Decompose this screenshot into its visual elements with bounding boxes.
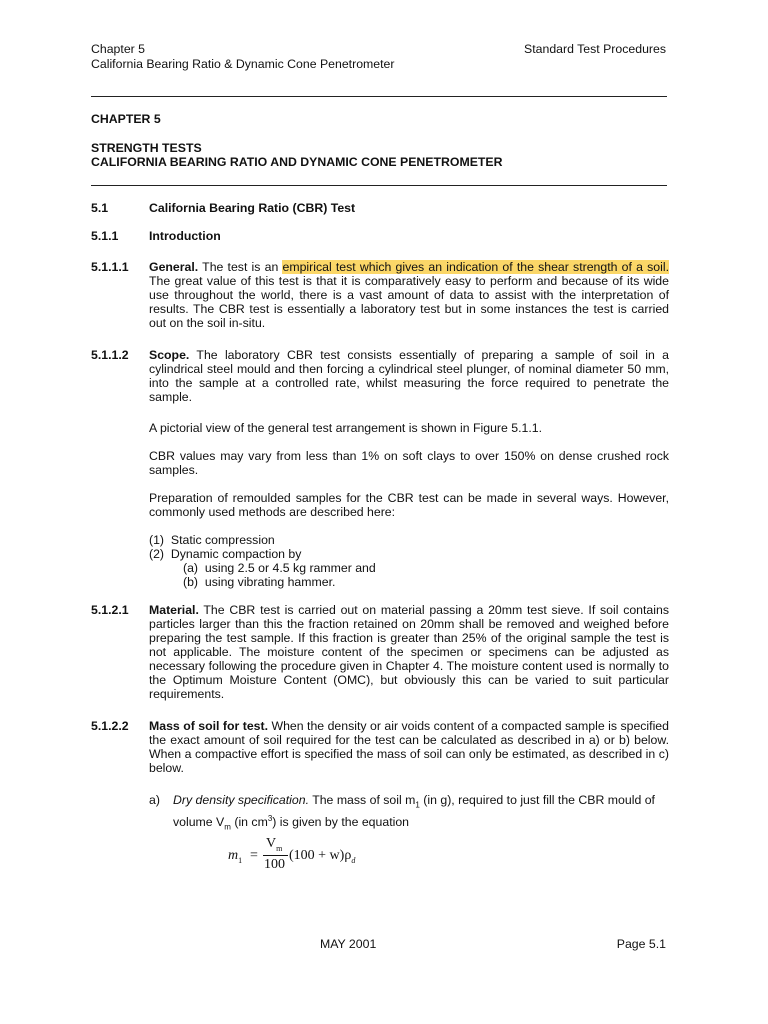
paragraph-text: When the density or air voids content of a compacted sample is specified the exact amount of soil required for the test can be calculated as described in a) or b) below. When a compactive effort is specified the mass of soil can only be estimated, as described in c) below. xyxy=(149,719,669,775)
paragraph-lead: Material. xyxy=(149,603,199,617)
item-text: (in g), required to just fill the CBR mould of volume V xyxy=(173,793,655,830)
paragraph-scope xyxy=(149,348,669,404)
equation-lhs-sub: 1 xyxy=(238,855,243,865)
section-title-5-1-1: Introduction xyxy=(149,229,221,243)
item-label-a: a) xyxy=(149,793,160,807)
equation-rhs-sub: d xyxy=(351,855,356,865)
footer-date: MAY 2001 xyxy=(320,937,377,951)
section-number-5-1-2-1: 5.1.2.1 xyxy=(91,603,129,617)
paragraph-text: The test is an xyxy=(198,260,283,274)
subscript: 1 xyxy=(415,800,420,810)
header-chapter: Chapter 5 xyxy=(91,42,146,56)
paragraph-lead: Scope. xyxy=(149,348,190,362)
heading-cbr-dcp: CALIFORNIA BEARING RATIO AND DYNAMIC CONE PENETROMETER xyxy=(91,155,503,169)
equation-lhs: m xyxy=(228,848,239,863)
sublist-item: (b) using vibrating hammer. xyxy=(183,575,336,589)
chapter-title: CHAPTER 5 xyxy=(91,112,161,126)
list-item: (2) Dynamic compaction by xyxy=(149,547,302,561)
paragraph-pictorial-view: A pictorial view of the general test arrangement is shown in Figure 5.1.1. xyxy=(149,421,543,435)
superscript: 3 xyxy=(267,814,273,824)
equation-denominator: 100 xyxy=(264,857,285,872)
section-number-5-1-1-1: 5.1.1.1 xyxy=(91,260,129,274)
list-item: (1) Static compression xyxy=(149,533,275,547)
section-number-5-1-1-2: 5.1.1.2 xyxy=(91,348,129,362)
paragraph-text: The great value of this test is that it is comparatively easy to perform and because of its wide use throughout the world, there is a vast amount of data to assist with the interpretation of results. The CBR test is essentially a laboratory test but in some instances the test is carried out on the soil in-situ. xyxy=(149,274,669,330)
equation xyxy=(228,838,428,878)
section-number-5-1: 5.1 xyxy=(91,201,109,215)
highlighted-text: empirical test which gives an indication of the shear strength of a soil. xyxy=(282,260,669,274)
paragraph-material xyxy=(149,603,669,701)
paragraph-cbr-values: CBR values may vary from less than 1% on soft clays to over 150% on dense crushed rock samples. xyxy=(149,449,669,477)
paragraph-general xyxy=(149,260,669,330)
paragraph-lead: General. xyxy=(149,260,199,274)
fraction-bar xyxy=(263,855,288,856)
heading-strength-tests: STRENGTH TESTS xyxy=(91,141,202,155)
header-right: Standard Test Procedures xyxy=(524,42,666,56)
item-text: (in cm xyxy=(230,815,268,830)
equation-numerator: V xyxy=(266,836,277,851)
paragraph-text: The laboratory CBR test consists essentially of preparing a sample of soil in a cylindrical steel mould and then forcing a cylindrical steel plunger, of nominal diameter 50 mm, into the sample at a controlled rate, whilst measuring the force required to penetrate the sample. xyxy=(149,348,669,404)
paragraph-text: The CBR test is carried out on material passing a 20mm test sieve. If soil contains particles larger than this the fraction retained on 20mm shall be removed and weighed before preparing the test sample. If this fraction is greater than 25% of the original sample the test is not applicable. The moisture content of the specimen or specimens can be adjusted as necessary following the procedure given in Chapter 4. The moisture content used is normally to the Optimum Moisture Content (OMC), but obviously this can be varied to suit particular requirements. xyxy=(149,603,669,701)
subscript: m xyxy=(224,823,231,832)
sublist-item: (a) using 2.5 or 4.5 kg rammer and xyxy=(183,561,376,575)
item-text: The mass of soil m xyxy=(309,793,416,807)
header-rule xyxy=(91,96,667,97)
section-number-5-1-1: 5.1.1 xyxy=(91,229,119,243)
item-lead: Dry density specification. xyxy=(173,793,310,807)
paragraph-preparation: Preparation of remoulded samples for the CBR test can be made in several ways. However, commonly used methods are described here: xyxy=(149,491,669,519)
section-title-5-1: California Bearing Ratio (CBR) Test xyxy=(149,201,356,215)
item-a-text xyxy=(173,793,669,835)
equation-equals: = xyxy=(250,848,258,863)
section-number-5-1-2-2: 5.1.2.2 xyxy=(91,719,129,733)
equation-numerator-sub: m xyxy=(276,843,283,853)
paragraph-mass-of-soil xyxy=(149,719,669,775)
heading-rule xyxy=(91,185,667,186)
equation-rhs: (100 + w)ρ xyxy=(289,848,352,863)
footer-page: Page 5.1 xyxy=(616,937,666,951)
item-text: ) is given by the equation xyxy=(272,815,410,830)
paragraph-lead: Mass of soil for test. xyxy=(149,719,269,733)
header-subtitle: California Bearing Ratio & Dynamic Cone Penetrometer xyxy=(91,57,395,71)
